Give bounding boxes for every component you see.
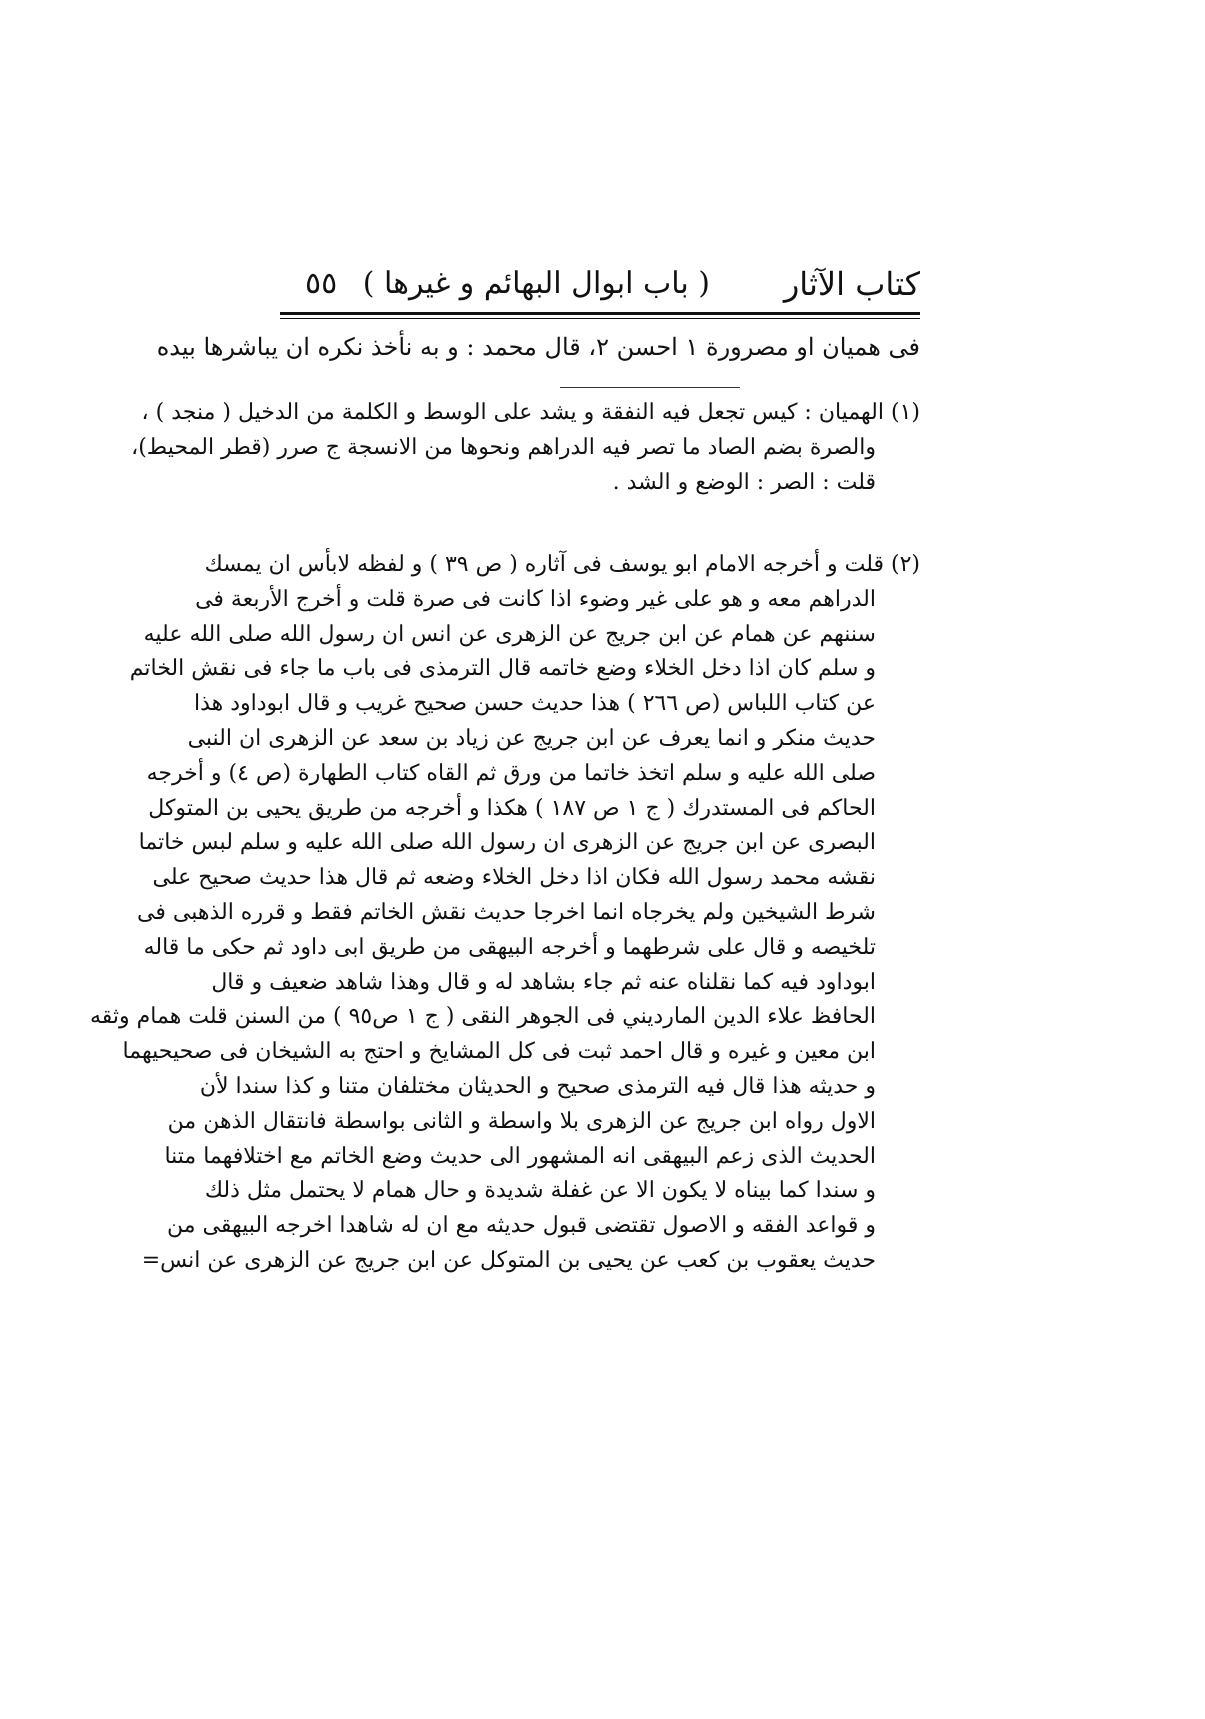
footnote-line: و سلم كان اذا دخل الخلاء وضع خاتمه قال الترمذى فى باب ما جاء فى نقش الخاتم: [129, 656, 876, 682]
footnote-line: حديث منكر و انما يعرف عن ابن جريج عن زياد بن سعد عن الزهرى ان النبى: [187, 725, 876, 751]
header-rule-thick: [280, 312, 920, 315]
footnote-line: (٢) قلت و أخرجه الامام ابو يوسف فى آثاره ( ص ٣٩ ) و لفظه لابأس ان يمسك: [204, 552, 920, 577]
book-title: كتاب الآثار: [783, 265, 920, 303]
footnote-line: عن كتاب اللباس (ص ٢٦٦ ) هذا حديث حسن صحيح غريب و قال ابوداود هذا: [193, 691, 876, 717]
footnote-separator: [560, 387, 740, 388]
footnote-line: شرط الشيخين ولم يخرجاه انما اخرجا حديث نقش الخاتم فقط و قرره الذهبى فى: [137, 899, 876, 925]
footnote-line: و حديثه هذا قال فيه الترمذى صحيح و الحديثان مختلفان متنا و كذا سندا لأن: [199, 1073, 876, 1099]
footnote-line: الاول رواه ابن جريج عن الزهرى بلا واسطة و الثانى بواسطة فانتقال الذهن من: [167, 1108, 876, 1134]
footnote-line: الحافظ علاء الدين المارديني فى الجوهر النقى ( ج ١ ص٩٥ ) من السنن قلت همام وثقه: [89, 1004, 876, 1030]
footnote-line: الحاكم فى المستدرك ( ج ١ ص ١٨٧ ) هكذا و أخرجه من طريق يحيى بن المتوكل: [148, 795, 876, 821]
footnote-line: ابن معين و غيره و قال احمد ثبت فى كل المشايخ و احتج به الشيخان فى صحيحيهما: [122, 1039, 876, 1065]
footnote-line: تلخيصه و قال على شرطهما و أخرجه البيهقى من طريق ابى داود ثم حكى ما قاله: [143, 934, 876, 960]
footnote-line: و سندا كما بيناه لا يكون الا عن غفلة شديدة و حال همام لا يحتمل مثل ذلك: [204, 1178, 876, 1204]
chapter-title: ( باب ابوال البهائم و غيرها ): [362, 266, 710, 301]
footnote-1: [131, 396, 920, 500]
footnote-line: (١) الهميان : كيس تجعل فيه النفقة و يشد على الوسط و الكلمة من الدخيل ( منجد ) ،: [141, 400, 920, 425]
page-header: [280, 262, 920, 310]
footnote-line: الحديث الذى زعم البيهقى انه المشهور الى حديث وضع الخاتم مع اختلافهما متنا: [164, 1143, 876, 1169]
footnote-line: و قواعد الفقه و الاصول تقتضى قبول حديثه مع ان له شاهدا اخرجه البيهقى من: [166, 1213, 876, 1239]
footnote-line: البصرى عن ابن جريج عن الزهرى ان رسول الله صلى الله عليه و سلم لبس خاتما: [138, 830, 876, 856]
footnote-2: [89, 548, 920, 1279]
page-number: ٥٥: [305, 266, 338, 301]
footnote-line: ابوداود فيه كما نقلناه عنه ثم جاء بشاهد له و قال وهذا شاهد ضعيف و قال: [211, 969, 876, 995]
footnote-line: قلت : الصر : الوضع و الشد .: [612, 469, 876, 495]
footnote-line: الدراهم معه و هو على غير وضوء اذا كانت فى صرة قلت و أخرج الأربعة فى: [195, 586, 876, 612]
header-rule-thin: [280, 318, 920, 319]
footnote-line: والصرة بضم الصاد ما تصر فيه الدراهم ونحوها من الانسجة ج صرر (قطر المحيط)،: [131, 434, 876, 460]
footnote-line: صلى الله عليه و سلم اتخذ خاتما من ورق ثم القاه كتاب الطهارة (ص ٤) و أخرجه: [146, 760, 876, 786]
main-text: فى هميان او مصرورة ١ احسن ٢، قال محمد : و به نأخذ نكره ان يباشرها بيده: [156, 333, 920, 361]
footnote-line: سننهم عن همام عن ابن جريج عن الزهرى عن انس ان رسول الله صلى الله عليه: [143, 621, 876, 647]
footnote-line: حديث يعقوب بن كعب عن يحيى بن المتوكل عن ابن جريج عن الزهرى عن انس=: [141, 1247, 876, 1273]
footnote-line: نقشه محمد رسول الله فكان اذا دخل الخلاء وضعه ثم قال هذا حديث صحيح على: [152, 865, 876, 891]
